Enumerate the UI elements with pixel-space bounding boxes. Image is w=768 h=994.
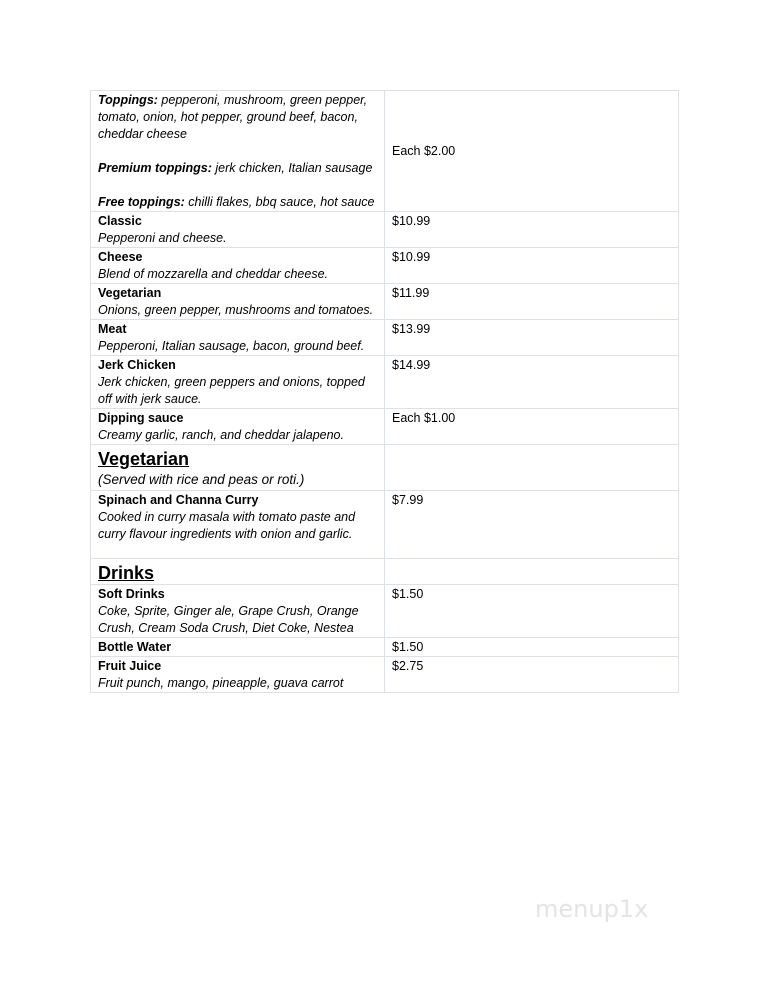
item-desc: Creamy garlic, ranch, and cheddar jalapeno.: [98, 428, 344, 442]
item-name: Jerk Chicken: [98, 358, 176, 372]
menu-item-row: [91, 657, 679, 693]
item-name: Meat: [98, 322, 127, 336]
item-name: Dipping sauce: [98, 411, 184, 425]
section-title-drinks: Drinks: [98, 563, 155, 583]
item-price: $1.50: [385, 638, 679, 657]
premium-toppings-text: jerk chicken, Italian sausage: [211, 161, 373, 175]
item-price: $2.75: [385, 657, 679, 693]
free-toppings-line: [98, 195, 375, 209]
menu-item-row: [91, 409, 679, 445]
menu-table: [90, 90, 679, 693]
section-header-cell: [91, 559, 385, 585]
menu-item-cell: [91, 638, 385, 657]
item-price: $13.99: [385, 320, 679, 356]
section-header-row: [91, 559, 679, 585]
item-name: Cheese: [98, 250, 143, 264]
menu-item-row: [91, 638, 679, 657]
menu-item-row: [91, 248, 679, 284]
menu-item-cell: [91, 356, 385, 409]
item-name: Classic: [98, 214, 142, 228]
toppings-row: [91, 91, 679, 212]
empty-cell: [385, 445, 679, 491]
item-price: $11.99: [385, 284, 679, 320]
premium-toppings-line: [98, 161, 372, 175]
menu-item-row: [91, 284, 679, 320]
watermark-logo: menup1x: [535, 895, 649, 923]
item-name: Vegetarian: [98, 286, 162, 300]
menu-item-row: [91, 320, 679, 356]
section-note: (Served with rice and peas or roti.): [98, 472, 305, 487]
section-header-cell: [91, 445, 385, 491]
menu-item-row: [91, 212, 679, 248]
item-name: Fruit Juice: [98, 659, 162, 673]
item-desc: Cooked in curry masala with tomato paste and curry flavour ingredients with onion and garlic.: [98, 510, 356, 541]
menu-item-row: [91, 585, 679, 638]
menu-item-cell: [91, 212, 385, 248]
menu-item-cell: [91, 320, 385, 356]
toppings-text: pepperoni, mushroom, green pepper, tomato, onion, hot pepper, ground beef, bacon, cheddar cheese: [98, 93, 368, 141]
item-desc: Blend of mozzarella and cheddar cheese.: [98, 267, 329, 281]
menu-item-cell: [91, 284, 385, 320]
premium-toppings-label: Premium toppings:: [98, 161, 212, 175]
section-title-vegetarian: Vegetarian: [98, 449, 190, 469]
menu-item-row: [91, 356, 679, 409]
menu-item-cell: [91, 248, 385, 284]
empty-cell: [385, 559, 679, 585]
toppings-cell: [91, 91, 385, 212]
toppings-line: [98, 93, 367, 141]
item-price: $1.50: [385, 585, 679, 638]
toppings-price: Each $2.00: [385, 91, 679, 212]
item-name: Spinach and Channa Curry: [98, 493, 259, 507]
item-desc: Fruit punch, mango, pineapple, guava carrot: [98, 676, 344, 690]
free-toppings-text: chilli flakes, bbq sauce, hot sauce: [184, 195, 375, 209]
menu-item-cell: [91, 585, 385, 638]
menu-item-row: [91, 491, 679, 559]
item-price: $7.99: [385, 491, 679, 559]
item-desc: Coke, Sprite, Ginger ale, Grape Crush, Orange Crush, Cream Soda Crush, Diet Coke, Nestea: [98, 604, 359, 635]
item-price: $10.99: [385, 248, 679, 284]
item-name: Soft Drinks: [98, 587, 165, 601]
item-desc: Onions, green pepper, mushrooms and tomatoes.: [98, 303, 374, 317]
section-header-row: [91, 445, 679, 491]
menu-item-cell: [91, 657, 385, 693]
toppings-label: Toppings:: [98, 93, 158, 107]
item-price: Each $1.00: [385, 409, 679, 445]
item-desc: Pepperoni, Italian sausage, bacon, ground beef.: [98, 339, 365, 353]
menu-item-cell: [91, 409, 385, 445]
item-name: Bottle Water: [98, 640, 172, 654]
item-price: $14.99: [385, 356, 679, 409]
item-desc: Pepperoni and cheese.: [98, 231, 227, 245]
menu-item-cell: [91, 491, 385, 559]
item-price: $10.99: [385, 212, 679, 248]
free-toppings-label: Free toppings:: [98, 195, 185, 209]
item-desc: Jerk chicken, green peppers and onions, topped off with jerk sauce.: [98, 375, 365, 406]
